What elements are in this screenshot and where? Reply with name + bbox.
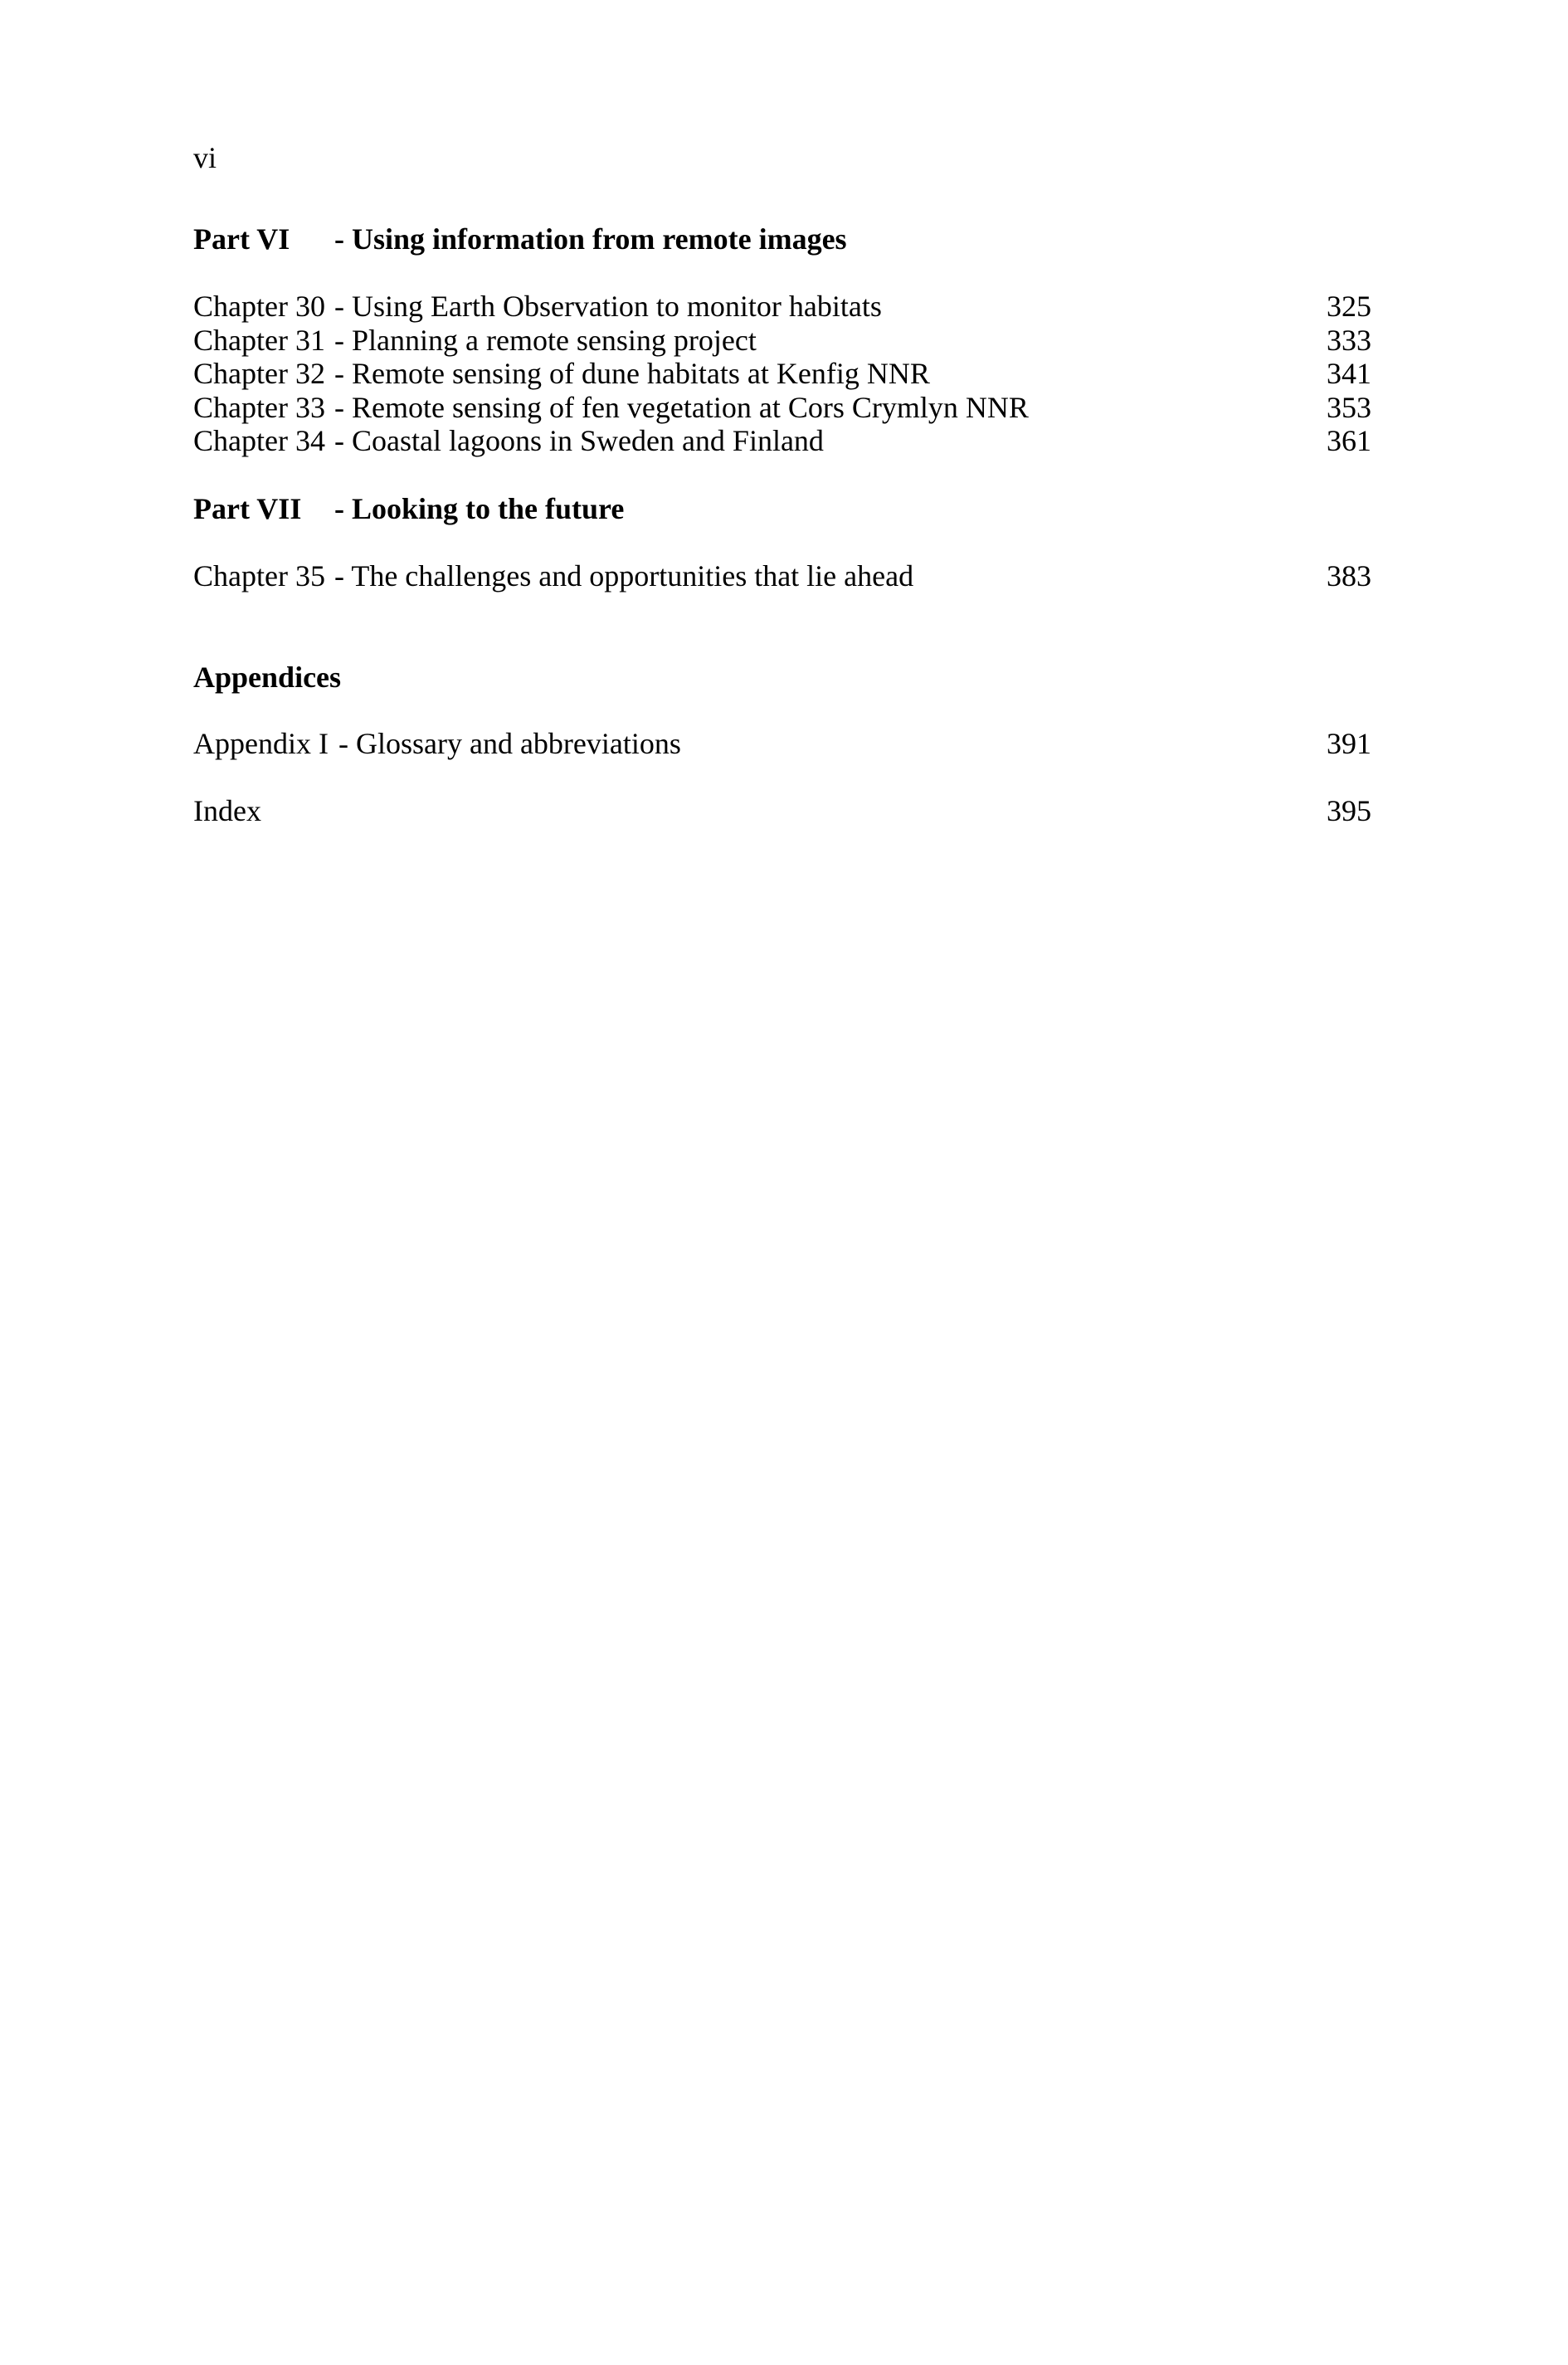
index-label: Index	[193, 794, 261, 827]
index-page-number: 395	[1327, 794, 1371, 827]
appendix-label: Appendix I	[193, 727, 329, 760]
part-vii-chapter-list	[193, 559, 1371, 593]
toc-entry-chapter-33[interactable]	[193, 391, 1371, 425]
toc-entry-appendix-i[interactable]	[193, 727, 1371, 761]
appendix-title: - Glossary and abbreviations	[338, 727, 681, 760]
appendices-section	[193, 661, 1371, 694]
chapter-label: Chapter 35	[193, 559, 325, 592]
chapter-page-number: 361	[1327, 424, 1371, 457]
toc-entry-index[interactable]	[193, 794, 1371, 828]
part-vii-heading	[193, 492, 1371, 525]
chapter-title: - Using Earth Observation to monitor habitats	[334, 290, 882, 323]
part-vi-section	[193, 222, 1371, 256]
part-vi-chapter-list	[193, 290, 1371, 458]
chapter-title: - Remote sensing of fen vegetation at Cors Crymlyn NNR	[334, 390, 1029, 424]
page-number: vi	[193, 141, 217, 174]
chapter-title: - Remote sensing of dune habitats at Kenfig NNR	[334, 357, 930, 390]
part-vi-title: - Using information from remote images	[334, 222, 847, 256]
toc-entry-chapter-30[interactable]	[193, 290, 1371, 324]
chapter-label: Chapter 30	[193, 290, 325, 323]
part-vi-heading	[193, 222, 1371, 256]
appendices-label: Appendices	[193, 661, 342, 694]
chapter-label: Chapter 33	[193, 390, 325, 424]
chapter-title: - Planning a remote sensing project	[334, 323, 757, 357]
part-vii-label: Part VII	[193, 492, 302, 525]
chapter-title: - Coastal lagoons in Sweden and Finland	[334, 424, 824, 457]
appendix-page-number: 391	[1327, 727, 1371, 760]
chapter-page-number: 341	[1327, 357, 1371, 390]
chapter-label: Chapter 31	[193, 323, 325, 357]
toc-entry-chapter-34[interactable]	[193, 424, 1371, 458]
toc-entry-chapter-35[interactable]	[193, 559, 1371, 593]
index-section	[193, 794, 1371, 828]
toc-entry-chapter-32[interactable]	[193, 357, 1371, 391]
appendices-list	[193, 727, 1371, 761]
chapter-label: Chapter 32	[193, 357, 325, 390]
chapter-page-number: 353	[1327, 390, 1371, 424]
part-vii-section	[193, 492, 1371, 525]
chapter-label: Chapter 34	[193, 424, 325, 457]
part-vii-title: - Looking to the future	[334, 492, 625, 525]
toc-entry-chapter-31[interactable]	[193, 324, 1371, 358]
chapter-page-number: 333	[1327, 323, 1371, 357]
chapter-page-number: 325	[1327, 290, 1371, 323]
appendices-heading	[193, 661, 1371, 694]
chapter-title: - The challenges and opportunities that lie ahead	[334, 559, 914, 592]
part-vi-label: Part VI	[193, 222, 290, 256]
chapter-page-number: 383	[1327, 559, 1371, 592]
toc-page	[193, 0, 1371, 2365]
